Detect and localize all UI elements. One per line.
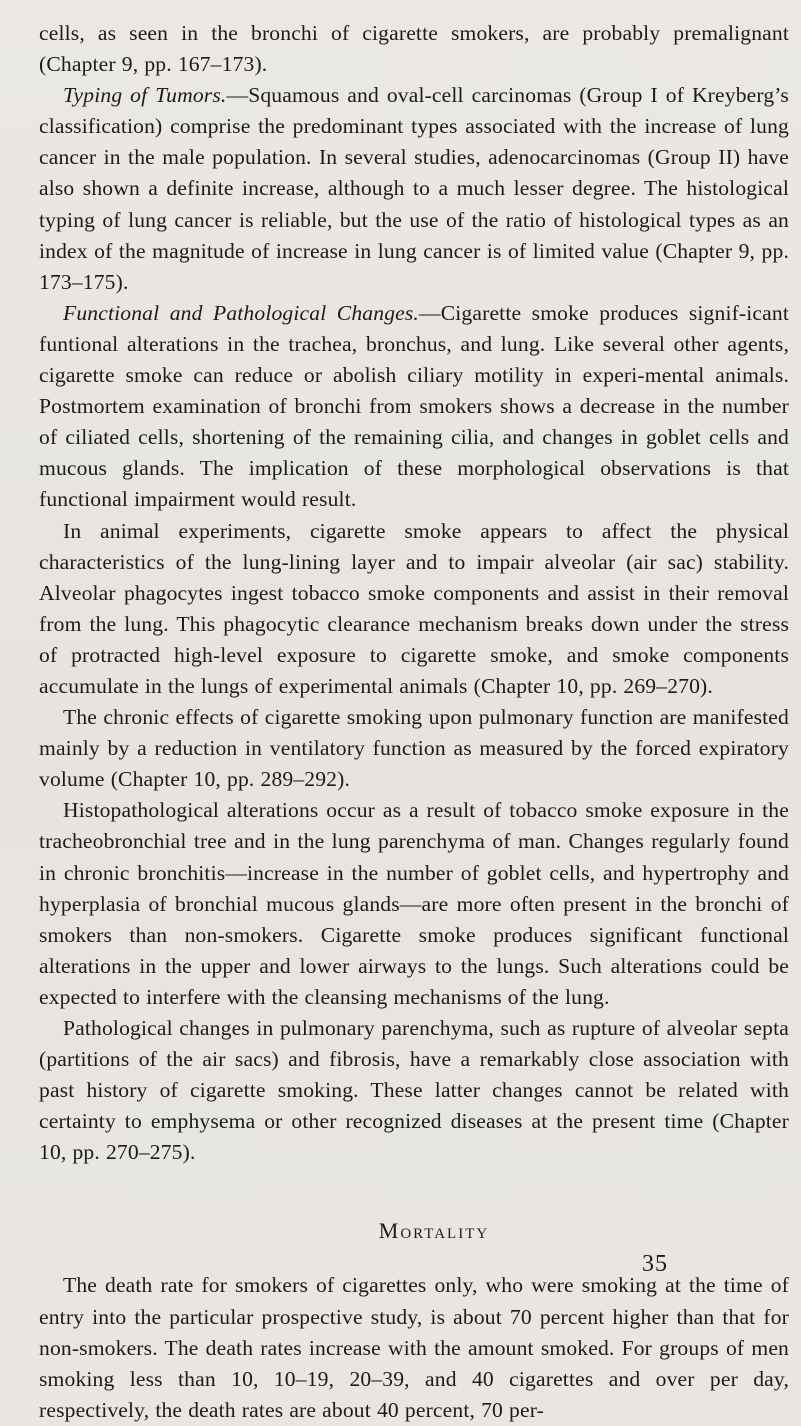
paragraph-animal-experiments <box>39 516 789 703</box>
paragraph-histopathological <box>39 795 789 1013</box>
paragraph-death-rate <box>39 1270 789 1425</box>
paragraph-text: Pathological changes in pulmonary parenchyma, such as rupture of alveolar septa (partitions of the air sacs) and fibrosis, have a remarkably close association with past history of cigarette smoking. These latter changes cannot be related with certainty to emphysema or other recognized diseases at the present time (Chapter 10, pp. 270–275). <box>39 1016 789 1165</box>
section-body-mortality <box>39 1270 789 1425</box>
paragraph-pathological-changes <box>39 1013 789 1168</box>
body-text <box>39 18 789 1168</box>
paragraph-chronic-effects <box>39 702 789 795</box>
page-number: 35 <box>642 1251 668 1277</box>
paragraph-typing-of-tumors <box>39 80 789 298</box>
paragraph-text: cells, as seen in the bronchi of cigarette smokers, are probably premalignant (Chapter 9, pp. 167–173). <box>39 21 789 77</box>
paragraph-text: —Squamous and oval-cell carcinomas (Group I of Kreyberg’s classification) comprise the predominant types associated with the increase of lung cancer in the male population. In several studies, adenocarcinomas (Group II) have also shown a definite increase, although to a much lesser degree. The histological typing of lung cancer is reliable, but the use of the ratio of histological types as an index of the magnitude of increase in lung cancer is of limited value (Chapter 9, pp. 173–175). <box>39 83 789 294</box>
paragraph-text: Histopathological alterations occur as a result of tobacco smoke exposure in the tracheobronchial tree and in the lung parenchyma of man. Changes regularly found in chronic bronchitis—increase in the number of goblet cells, and hypertrophy and hyperplasia of bronchial mucous glands—are more often present in the bronchi of smokers than non-smokers. Cigarette smoke produces significant functional alterations in the upper and lower airways to the lungs. Such alterations could be expected to interfere with the cleansing mechanisms of the lung. <box>39 798 789 1009</box>
paragraph-text: —Cigarette smoke produces signif-icant funtional alterations in the trachea, bronchus, and lung. Like several other agents, cigarette smoke can reduce or abolish ciliary motility in experi-mental animals. Postmortem examination of bronchi from smokers shows a decrease in the number of ciliated cells, shortening of the remaining cilia, and changes in goblet cells and mucous glands. The implication of these morphological observations is that functional impairment would result. <box>39 300 789 512</box>
paragraph-lead: Functional and Pathological Changes. <box>63 300 419 325</box>
paragraph-text: The chronic effects of cigarette smoking upon pulmonary function are manifested mainly by a reduction in ventilatory function as measured by the forced expiratory volume (Chapter 10, pp. 289–292). <box>39 705 789 792</box>
paragraph-text: In animal experiments, cigarette smoke appears to affect the physical characteristics of the lung-lining layer and to impair alveolar (air sac) stability. Alveolar phagocytes ingest tobacco smoke components and assist in their removal from the lung. This phagocytic clearance mechanism breaks down under the stress of protracted high-level exposure to cigarette smoke, and smoke components accumulate in the lungs of experimental animals (Chapter 10, pp. 269–270). <box>39 518 789 698</box>
paragraph-text: The death rate for smokers of cigarettes only, who were smoking at the time of entry into the particular prospective study, is about 70 percent higher than that for non-smokers. The death rates increase with the amount smoked. For groups of men smoking less than 10, 10–19, 20–39, and 40 cigarettes and over per day, respectively, the death rates are about 40 percent, 70 per- <box>39 1273 789 1422</box>
paragraph-lead: Typing of Tumors. <box>63 83 227 108</box>
section-heading-mortality: Mortality <box>378 1218 490 1244</box>
paragraph-continued <box>39 18 789 80</box>
paragraph-functional-changes <box>39 298 789 516</box>
